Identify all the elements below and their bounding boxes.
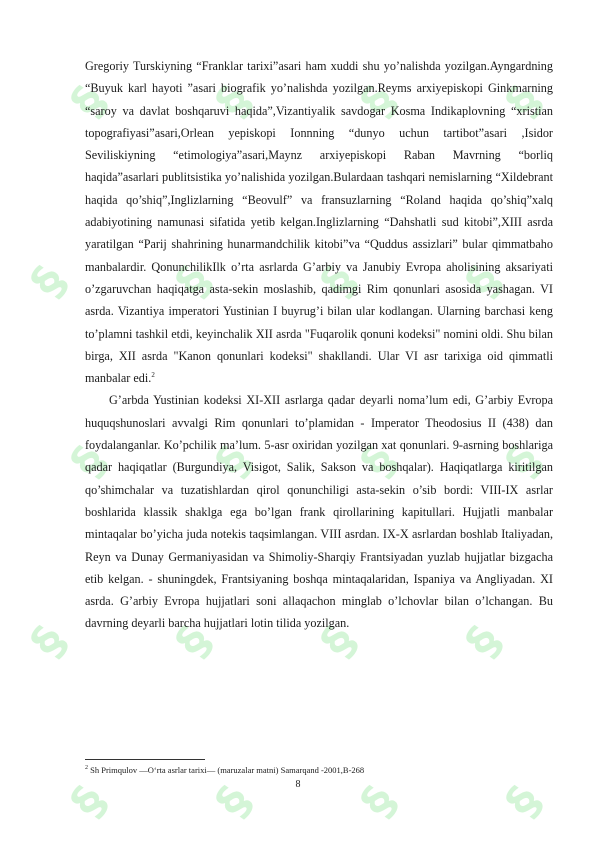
page-body	[85, 55, 553, 635]
watermark-glyph: §	[309, 616, 368, 667]
watermark-glyph: §	[309, 256, 368, 307]
watermark-glyph: §	[454, 256, 513, 307]
watermark-glyph: §	[454, 616, 513, 667]
watermark-glyph: §	[494, 436, 553, 487]
watermark-glyph: §	[349, 776, 408, 827]
paragraph-1: Gregoriy Turskiyning “Franklar tarixi”asari ham xuddi shu yo’nalishda yozilgan.Ayngardning “Buyuk karl hayoti ”asari biografik yo’nalishda yozilgan.Reyms arxiyepiskopi Ginkmarning “saroy va davlat boshqaruvi haqida”,Vizantiyalik savdogar Kosma Indikaplovning “xristian topografiyasi”asari,Orlean yepiskopi Ionnning “dunyo uchun tartibot”asari ,Isidor Seviliskiyning “etimologiya”asari,Maynz arxiyepiskopi Raban Mavrning “borliq haqida”asarlari publitsistika yo’nalishida yozilgan.Bulardaan tashqari nemislarning “Xildebrant haqida qo’shiq”,Inglizlarning “Beovulf” va fransuzlarning “Roland haqida qo’shiq”xalq adabiyotining namunasi sifatida yetib kelgan.Inglizlarning “Dahshatli sud kitobi”,XIII asrda yaratilgan “Parij shahrining hunarmandchilik kitobi”va “Quddus assizlari” bular qimmatbaho manbalardir. QonunchilikIlk o’rta asrlarda G’arbiy va Janubiy Evropa aholisining aksariyati o’zgaruvchan haqiqatga asta-sekin moslashib, qadimgi Rim qonunlari asosida yashagan. VI asrda. Vizantiya imperatori Yustinian I buyrug’i bilan ular kodlangan. Ularning barchasi keng to’plamni tashkil etdi, keyinchalik XII asrda "Fuqarolik qonuni kodeksi" nomini oldi. Shu bilan birga, XII asrda "Kanon qonunlari kodeksi" shakllandi. Ular VI asr tarixiga oid qimmatli manbalar edi.$^2$	[85, 59, 553, 386]
watermark-glyph: §	[19, 256, 78, 307]
watermark-glyph: §	[164, 616, 223, 667]
watermark-glyph: §	[204, 776, 263, 827]
footnote-text: Sh Primqulov —O‘rta asrlar tarixi— (maruzalar matni) Samarqand -2001,B-268	[88, 764, 365, 775]
watermark-glyph: §	[204, 76, 263, 127]
watermark-glyph: §	[494, 776, 553, 827]
paragraph-2: G’arbda Yustinian kodeksi XI-XII asrlarga qadar deyarli noma’lum edi, G’arbiy Evropa huquqshunoslari avvalgi Rim qonunlari to’plamidan - Imperator Theodosius II (438) dan foydalanganlar. Ko’pchilik ma’lum. 5-asr oxiridan yozilgan xat qonunlari. 9-asrning boshlariga qadar haqiqatlar (Burgundiya, Visigot, Salik, Sakson va boshqalar). Haqiqatlarga kiritilgan qo’shimchalar va tuzatishlardan qirol qonunchiligi asta-sekin o’sib bordi: VIII-IX asrlar boshlarida klassik shaklga ega bo’lgan frank qirollarining kapitullari. Hujjatli manbalar mintaqalar bo’yicha juda notekis taqsimlangan. VIII asrdan. IX-X asrlardan boshlab Italiyadan, Reyn va Dunay Germaniyasidan va Shimoliy-Sharqiy Frantsiyadan yuzlab hujjatlar bizgacha etib kelgan. - shuningdek, Frantsiyaning boshqa mintaqalaridan, Ispaniya va Angliyadan. XI asrda. G’arbiy Evropa hujjatlari soni allaqachon minglab o’lchovlar bilan o’lchangan. Bu davrning deyarli barcha hujjatlari lotin tilida yozilgan.	[85, 393, 553, 631]
watermark-glyph: §	[204, 436, 263, 487]
footnote-divider	[85, 759, 205, 760]
footnote-reference: 2	[151, 371, 155, 380]
page-number: 8	[295, 779, 301, 790]
watermark-glyph: §	[349, 436, 408, 487]
watermark-glyph: §	[349, 76, 408, 127]
watermark-glyph: §	[59, 436, 118, 487]
footnote-number: 2	[85, 765, 88, 771]
footnote	[85, 763, 553, 776]
watermark-glyph: §	[164, 256, 223, 307]
watermark-glyph: §	[494, 76, 553, 127]
watermark-glyph: §	[59, 76, 118, 127]
watermark-glyph: §	[19, 616, 78, 667]
watermark-glyph: §	[59, 776, 118, 827]
